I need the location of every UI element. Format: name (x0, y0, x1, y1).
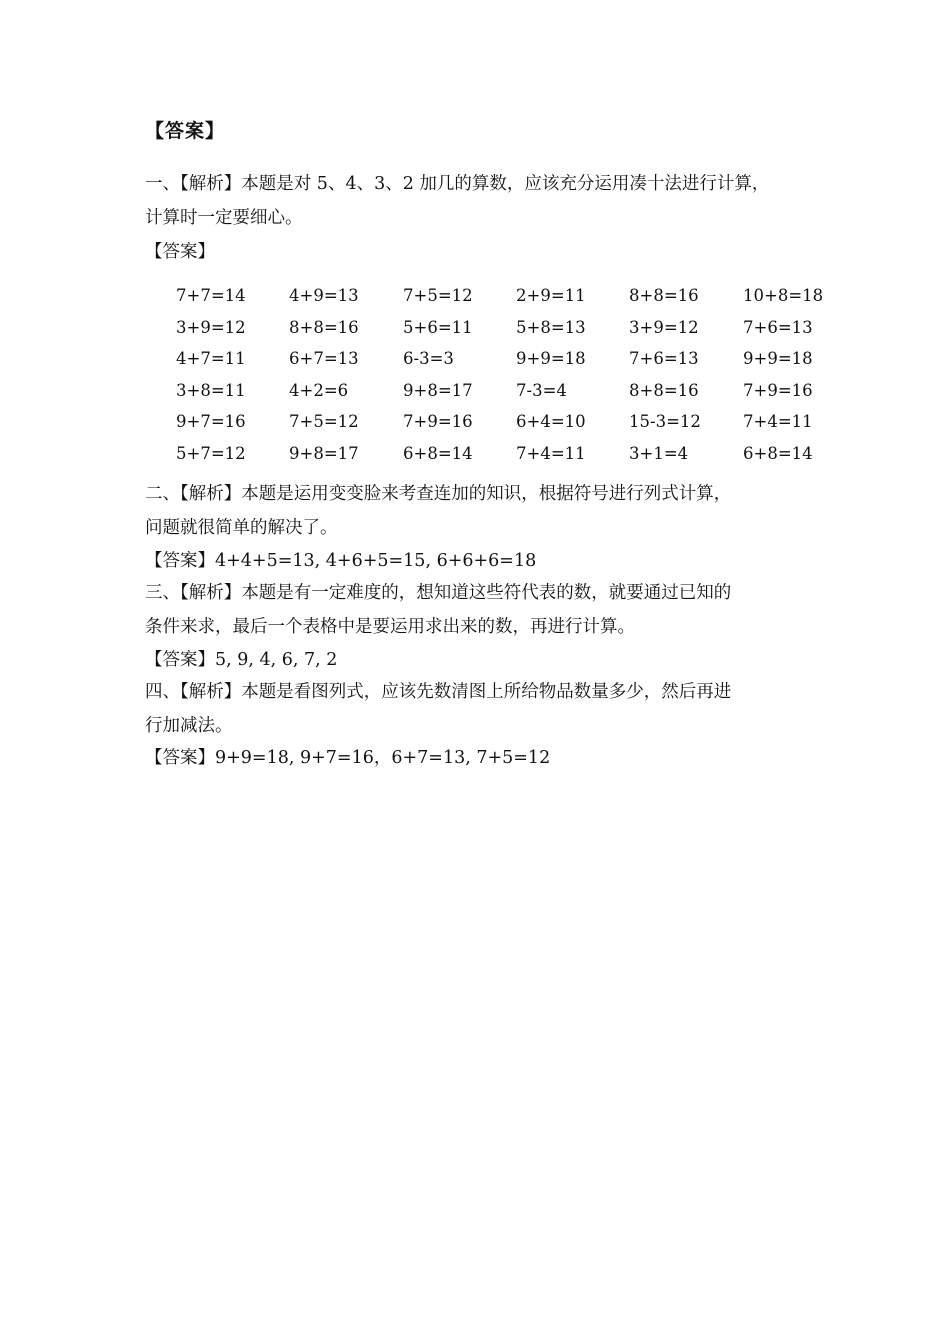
equation: 8+8=16 (629, 380, 699, 400)
equation: 7+4=11 (516, 443, 586, 463)
equation: 8+8=16 (629, 286, 699, 306)
equation: 5+8=13 (516, 317, 586, 337)
equation-row (176, 312, 823, 344)
equation-row (176, 438, 823, 470)
equation: 6+8=14 (403, 443, 473, 463)
section4-answer: 【答案】9+9=18, 9+7=16，6+7=13, 7+5=12 (145, 748, 551, 768)
equation: 6-3=3 (403, 349, 454, 369)
section1-answer-label: 【答案】 (145, 242, 215, 262)
equation-row (176, 406, 823, 438)
equation: 7+4=11 (743, 412, 813, 432)
equation: 5+7=12 (176, 443, 246, 463)
equation: 7+9=16 (403, 412, 473, 432)
section1-analysis-line1: 一、【解析】本题是对 5、4、3、2 加几的算数，应该充分运用凑十法进行计算， (145, 174, 770, 194)
equation: 9+8=17 (289, 443, 359, 463)
section4-analysis-line2: 行加减法。 (145, 716, 233, 736)
equation: 10+8=18 (743, 286, 824, 306)
equation: 7+6=13 (629, 349, 699, 369)
equation: 7+5=12 (289, 412, 359, 432)
equation: 3+9=12 (629, 317, 699, 337)
section3-answer: 【答案】5, 9, 4, 6, 7, 2 (145, 650, 338, 670)
equation: 5+6=11 (403, 317, 473, 337)
section2-answer: 【答案】4+4+5=13, 4+6+5=15, 6+6+6=18 (145, 551, 537, 571)
equation: 7+5=12 (403, 286, 473, 306)
equation: 2+9=11 (516, 286, 586, 306)
equation: 9+8=17 (403, 380, 473, 400)
section3-analysis-line2: 条件来求，最后一个表格中是要运用求出来的数，再进行计算。 (145, 617, 635, 637)
equation: 4+7=11 (176, 349, 246, 369)
section3-analysis-line1: 三、【解析】本题是有一定难度的，想知道这些符代表的数，就要通过已知的 (145, 583, 732, 603)
section4-analysis-line1: 四、【解析】本题是看图列式，应该先数清图上所给物品数量多少，然后再进 (145, 682, 732, 702)
equation: 9+7=16 (176, 412, 246, 432)
equation: 6+8=14 (743, 443, 813, 463)
equation: 6+4=10 (516, 412, 586, 432)
equation: 3+9=12 (176, 317, 246, 337)
equation: 9+9=18 (743, 349, 813, 369)
equation-grid (176, 280, 823, 469)
equation: 7+6=13 (743, 317, 813, 337)
equation: 8+8=16 (289, 317, 359, 337)
equation-row (176, 280, 823, 312)
equation: 4+2=6 (289, 380, 349, 400)
equation: 3+1=4 (629, 443, 689, 463)
equation: 3+8=11 (176, 380, 246, 400)
equation: 7-3=4 (516, 380, 567, 400)
equation: 4+9=13 (289, 286, 359, 306)
equation: 7+9=16 (743, 380, 813, 400)
equation: 15-3=12 (629, 412, 701, 432)
answer-title: 【答案】 (145, 120, 226, 142)
equation-row (176, 343, 823, 375)
section1-analysis-line2: 计算时一定要细心。 (145, 208, 303, 228)
section2-analysis-line1: 二、【解析】本题是运用变变脸来考查连加的知识，根据符号进行列式计算， (145, 484, 732, 504)
equation: 6+7=13 (289, 349, 359, 369)
equation-row (176, 375, 823, 407)
equation: 9+9=18 (516, 349, 586, 369)
section2-analysis-line2: 问题就很简单的解决了。 (145, 518, 338, 538)
equation: 7+7=14 (176, 286, 246, 306)
